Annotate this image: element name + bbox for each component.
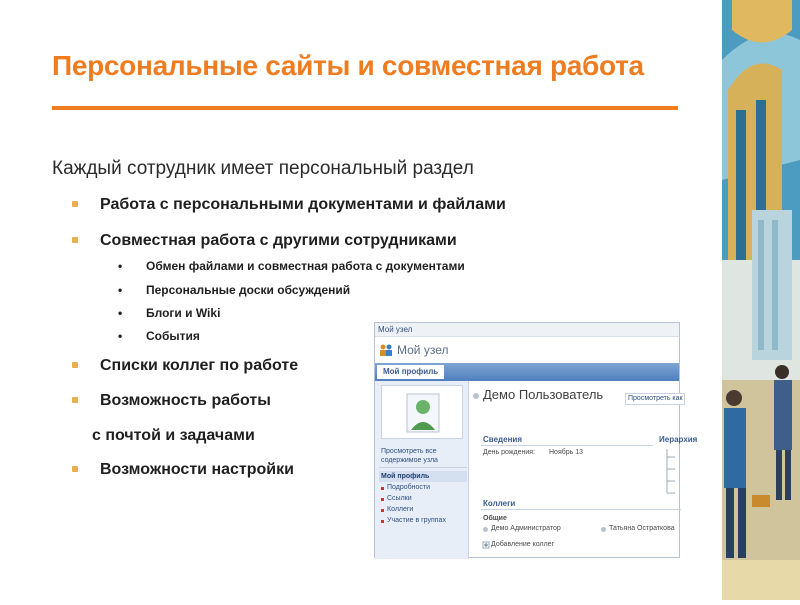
group-title: Общие: [483, 515, 507, 522]
screenshot-main: [471, 381, 698, 559]
screenshot-tab-bar: [375, 363, 679, 381]
site-name: Мой узел: [397, 343, 449, 357]
info-section-title: Сведения: [483, 435, 522, 444]
left-nav-item-details[interactable]: Подробности: [379, 482, 467, 493]
presence-icon: [601, 527, 606, 532]
birthday-label: День рождения:: [483, 449, 535, 456]
bullet-continuation: с почтой и задачами: [92, 427, 255, 444]
left-nav-links: [379, 445, 467, 526]
birthday-value: Ноябрь 13: [549, 449, 584, 456]
mysite-screenshot: [374, 322, 698, 558]
square-bullet-icon: [72, 362, 78, 368]
tab-my-profile[interactable]: Мой профиль: [377, 365, 444, 379]
hierarchy-title: Иерархия: [659, 435, 698, 444]
presence-icon: [483, 527, 488, 532]
user-name: Демо Пользователь: [483, 387, 604, 402]
city-illustration-icon: [722, 0, 800, 600]
divider: [481, 509, 681, 510]
add-colleagues-link[interactable]: Добавление коллег: [491, 541, 555, 548]
screenshot-left-nav: [375, 381, 469, 559]
colleague-name[interactable]: Демо Администратор: [491, 525, 561, 532]
view-as-button[interactable]: Просмотреть как: [625, 393, 685, 405]
title-underline: [52, 106, 678, 110]
avatar-icon: [382, 386, 464, 440]
square-bullet-icon: [72, 237, 78, 243]
people-icon: [379, 343, 393, 357]
left-nav-item-groups[interactable]: Участие в группах: [379, 515, 467, 526]
left-nav-item-links[interactable]: Ссылки: [379, 493, 467, 504]
square-bullet-icon: [72, 201, 78, 207]
square-bullet-icon: [72, 466, 78, 472]
add-icon: [483, 542, 489, 548]
city-illustration: [722, 0, 800, 600]
colleagues-title: Коллеги: [483, 499, 516, 508]
screenshot-header: [375, 337, 679, 363]
presence-icon: [473, 393, 479, 399]
profile-photo-box: [381, 385, 463, 439]
left-nav-item-colleagues[interactable]: Коллеги: [379, 504, 467, 515]
colleague-name[interactable]: Татьяна Остраткова: [609, 525, 675, 532]
left-nav-section[interactable]: Мой профиль: [379, 471, 467, 482]
divider: [481, 445, 653, 446]
screenshot-top-label: Мой узел: [375, 323, 679, 337]
slide-title: Персональные сайты и совместная работа: [52, 50, 644, 81]
org-tree-icon: [663, 435, 681, 505]
square-bullet-icon: [72, 397, 78, 403]
view-all-content-link[interactable]: Просмотреть все содержимое узла: [379, 445, 467, 468]
lead-text: Каждый сотрудник имеет персональный раздел: [52, 158, 474, 179]
